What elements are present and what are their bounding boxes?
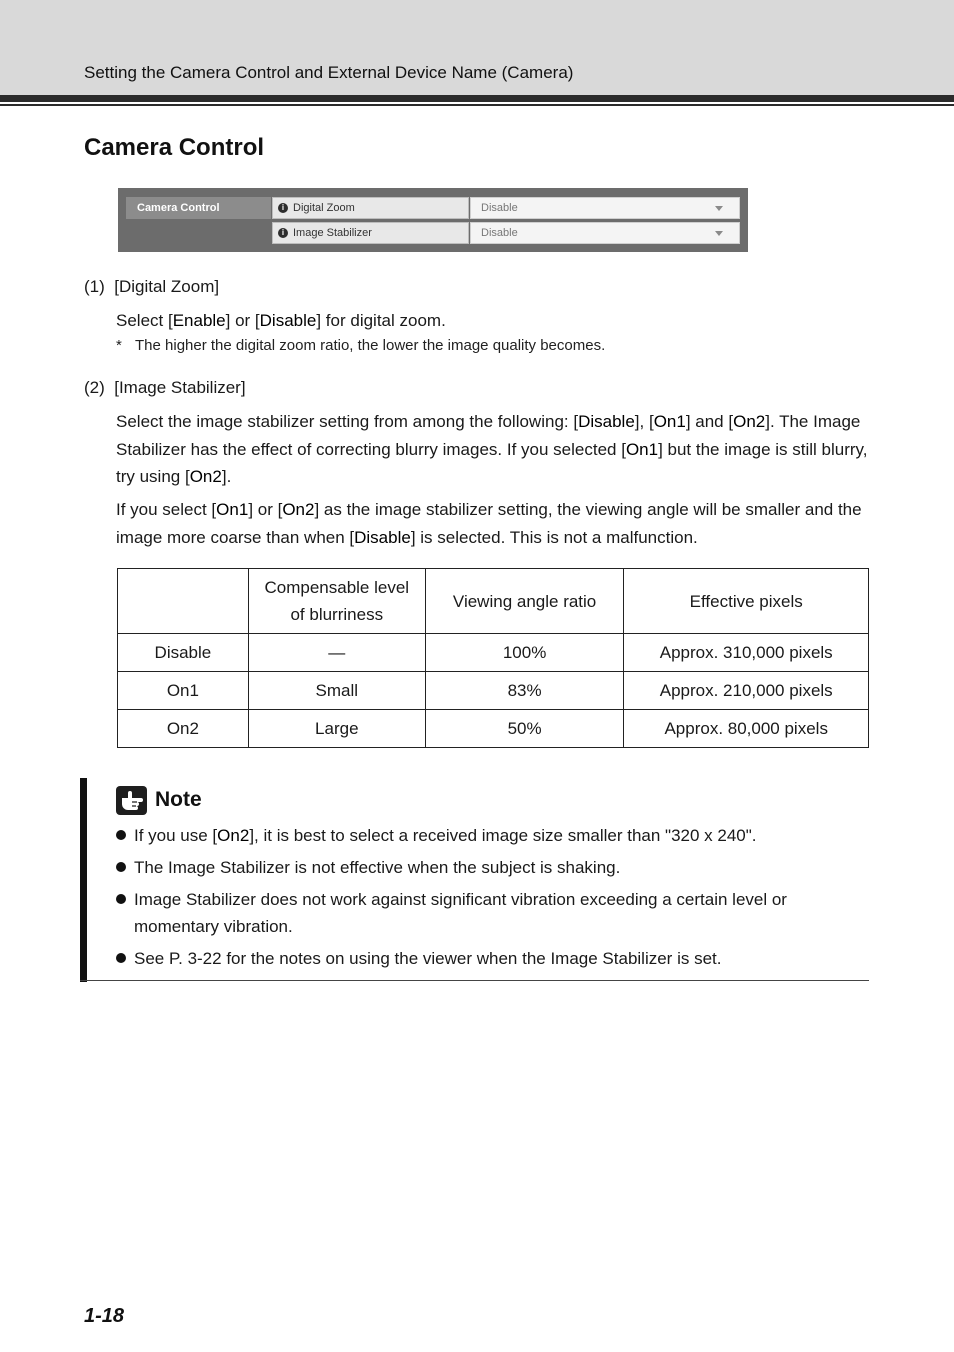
- table-cell: Approx. 80,000 pixels: [624, 710, 869, 748]
- table-cell: On2: [118, 710, 249, 748]
- text: Image Stabilizer does not work against significant vibration exceeding a certain level or momentary vibration.: [134, 890, 787, 936]
- digital-zoom-footnote: [116, 337, 605, 354]
- panel-section-label: Camera Control: [126, 197, 271, 219]
- table-row: [118, 710, 869, 748]
- text: ], [: [634, 412, 654, 431]
- header-rule-thick: [0, 95, 954, 102]
- stabilizer-comparison-table: [117, 568, 869, 748]
- text: ] or [: [248, 500, 283, 519]
- table-cell: Approx. 210,000 pixels: [624, 672, 869, 710]
- table-row: [118, 634, 869, 672]
- table-header-row: [118, 569, 869, 634]
- bullet-icon: [116, 830, 126, 840]
- chevron-down-icon: [715, 206, 723, 211]
- image-stabilizer-select[interactable]: [470, 222, 740, 244]
- option-disable: Disable: [259, 311, 317, 330]
- note-item: [116, 945, 856, 972]
- option-on1: On1: [625, 439, 659, 459]
- option-on2: On2: [189, 467, 222, 486]
- text: ] and [: [685, 412, 734, 431]
- section-title: [Digital Zoom]: [114, 277, 220, 296]
- text: The Image Stabilizer is not effective when the subject is shaking.: [134, 858, 621, 877]
- table-cell: Large: [248, 710, 425, 748]
- note-title: Note: [155, 788, 202, 811]
- note-side-bar: [80, 778, 87, 982]
- panel-field-label: [272, 222, 469, 244]
- camera-control-panel-screenshot: [118, 188, 748, 252]
- panel-field-label-text: Image Stabilizer: [293, 227, 372, 239]
- note-item: [116, 886, 856, 940]
- info-icon: i: [278, 228, 288, 238]
- text: ] or [: [225, 311, 260, 330]
- note-item: [116, 854, 856, 881]
- pointing-hand-icon: [116, 786, 147, 815]
- note-list: [116, 822, 856, 977]
- text: ], it is best to select a received image size smaller than "320 x 240".: [249, 826, 757, 845]
- table-cell: 100%: [425, 634, 624, 672]
- text: ] for digital zoom.: [316, 311, 446, 330]
- note-item: [116, 822, 856, 849]
- select-value: Disable: [481, 227, 518, 239]
- bullet-icon: [116, 862, 126, 872]
- table-header-cell: Effective pixels: [624, 569, 869, 634]
- image-stabilizer-paragraph-2: [116, 496, 868, 551]
- text: If you use [: [134, 826, 218, 845]
- table-cell: Small: [248, 672, 425, 710]
- image-stabilizer-paragraph-1: [116, 408, 868, 491]
- section-image-stabilizer-title: [84, 378, 246, 398]
- table-header-cell: [118, 569, 249, 634]
- table-cell: 83%: [425, 672, 624, 710]
- text: If you select [: [116, 500, 217, 519]
- table-cell: —: [248, 634, 425, 672]
- section-digital-zoom-title: [84, 277, 219, 297]
- info-icon: i: [278, 203, 288, 213]
- section-number: (1): [84, 277, 105, 296]
- option-enable: Enable: [172, 311, 226, 330]
- select-value: Disable: [481, 202, 518, 214]
- bullet-icon: [116, 894, 126, 904]
- page-number: 1-18: [84, 1305, 125, 1327]
- table-cell: Approx. 310,000 pixels: [624, 634, 869, 672]
- footnote-mark: *: [116, 337, 122, 354]
- text: ] as the image stabilizer setting, the viewing angle will be smaller and the image more coarse than when [: [116, 500, 862, 547]
- section-number: (2): [84, 378, 105, 397]
- bullet-icon: [116, 953, 126, 963]
- option-disable: Disable: [354, 527, 411, 547]
- option-on1: On1: [216, 500, 249, 519]
- option-on2: On2: [282, 500, 315, 519]
- text: See P. 3-22 for the notes on using the viewer when the Image Stabilizer is set.: [134, 949, 722, 968]
- table-cell: On1: [118, 672, 249, 710]
- page-title: Camera Control: [84, 134, 265, 161]
- header-text: Compensable level of blurriness: [264, 578, 410, 624]
- option-on2: On2: [733, 412, 766, 431]
- panel-row-digital-zoom: [272, 197, 740, 219]
- option-on1: On1: [653, 412, 686, 431]
- option-on2: On2: [217, 826, 250, 845]
- table-cell: Disable: [118, 634, 249, 672]
- table-row: [118, 672, 869, 710]
- text: ]. The Image Stabilizer has the effect of correcting blurry images. If you selected [: [116, 412, 861, 459]
- text: Select [: [116, 311, 173, 330]
- header-title: Setting the Camera Control and External Device Name (Camera): [84, 63, 574, 82]
- text: ] but the image is still blurry, try using [: [116, 439, 868, 486]
- footnote-text: The higher the digital zoom ratio, the lower the image quality becomes.: [135, 337, 606, 354]
- header-rule-thin: [0, 104, 954, 106]
- panel-field-label: [272, 197, 469, 219]
- panel-row-image-stabilizer: [272, 222, 740, 244]
- note-bottom-rule: [80, 980, 869, 981]
- option-disable: Disable: [578, 412, 635, 431]
- table-header-cell: Viewing angle ratio: [425, 569, 624, 634]
- chevron-down-icon: [715, 231, 723, 236]
- digital-zoom-description: [116, 307, 856, 335]
- digital-zoom-select[interactable]: [470, 197, 740, 219]
- text: ] is selected. This is not a malfunction.: [410, 527, 698, 547]
- table-cell: 50%: [425, 710, 624, 748]
- table-header-cell: [248, 569, 425, 634]
- text: Select the image stabilizer setting from among the following: [: [116, 412, 579, 431]
- panel-field-label-text: Digital Zoom: [293, 202, 355, 214]
- text: ].: [221, 467, 232, 486]
- section-title: [Image Stabilizer]: [114, 378, 246, 397]
